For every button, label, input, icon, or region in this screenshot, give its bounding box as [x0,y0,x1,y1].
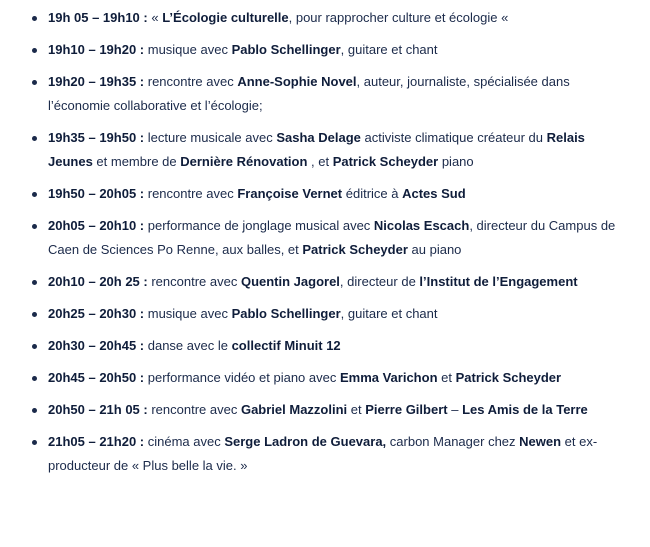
item-text: au piano [407,242,462,257]
time-slot: 19h20 – 19h35 : [48,74,145,89]
item-text: carbon Manager chez [386,434,520,449]
program-item [26,430,626,478]
item-text: lecture musicale avec [144,130,277,145]
program-item [26,398,626,422]
item-highlight: l’Institut de l’Engagement [419,274,578,289]
item-highlight: Nicolas Escach [373,218,470,233]
item-text: – [447,402,463,417]
program-item [26,126,626,174]
item-text: rencontre avec [144,186,238,201]
time-slot: 21h05 – 21h20 : [48,434,145,449]
item-highlight: L’Écologie culturelle [162,10,289,25]
program-item [26,302,626,326]
time-slot: 20h10 – 20h 25 : [48,274,148,289]
item-highlight: collectif Minuit 12 [231,338,341,353]
item-text: et membre de [92,154,181,169]
time-slot: 20h30 – 20h45 : [48,338,145,353]
item-highlight: Anne-Sophie Novel [237,74,357,89]
item-highlight: Sasha Delage [276,130,361,145]
item-highlight: Actes Sud [402,186,466,201]
item-text: rencontre avec [147,274,241,289]
time-slot: 20h25 – 20h30 : [48,306,145,321]
item-text: , et [307,154,333,169]
item-text: et [437,370,456,385]
item-text: et [347,402,366,417]
item-highlight: Pablo Schellinger [231,306,341,321]
item-highlight: Emma Varichon [339,370,438,385]
program-item [26,70,626,118]
item-highlight: Newen [519,434,562,449]
time-slot: 19h 05 – 19h10 : [48,10,148,25]
item-text: activiste climatique créateur du [360,130,547,145]
time-slot: 19h50 – 20h05 : [48,186,145,201]
item-highlight: Les Amis de la Terre [462,402,588,417]
item-text: danse avec le [144,338,232,353]
item-text: , directeur du Campus de Caen de Sciences Po Renne, aux balles, et [48,218,616,257]
item-text: , directeur de [339,274,420,289]
program-item [26,214,626,262]
item-text: piano [438,154,474,169]
item-text: éditrice à [342,186,403,201]
time-slot: 20h50 – 21h 05 : [48,402,148,417]
program-item [26,334,626,358]
item-highlight: Patrick Scheyder [455,370,562,385]
item-highlight: Pierre Gilbert [365,402,448,417]
item-text: et ex-producteur de « Plus belle la vie. » [48,434,598,473]
item-highlight: Relais Jeunes [48,130,585,169]
item-text: cinéma avec [144,434,225,449]
time-slot: 19h10 – 19h20 : [48,42,145,57]
item-highlight: Pablo Schellinger [231,42,341,57]
program-item [26,366,626,390]
time-slot: 20h05 – 20h10 : [48,218,145,233]
item-text: rencontre avec [147,402,241,417]
item-highlight: Gabriel Mazzolini [240,402,348,417]
time-slot: 19h35 – 19h50 : [48,130,145,145]
item-highlight: Françoise Vernet [237,186,343,201]
item-text: musique avec [144,42,232,57]
time-slot: 20h45 – 20h50 : [48,370,145,385]
item-highlight: Patrick Scheyder [302,242,408,257]
item-text: « [147,10,163,25]
program-list [26,6,626,486]
item-text: performance de jonglage musical avec [144,218,374,233]
item-highlight: Quentin Jagorel [240,274,340,289]
item-text: performance vidéo et piano avec [144,370,340,385]
program-item [26,6,626,30]
item-text: , pour rapprocher culture et écologie « [288,10,509,25]
item-text: , auteur, journaliste, spécialisée dans l’économie collaborative et l’écologie; [48,74,570,113]
item-text: rencontre avec [144,74,238,89]
item-highlight: Patrick Scheyder [332,154,439,169]
item-text: , guitare et chant [340,42,438,57]
item-text: , guitare et chant [340,306,438,321]
item-text: musique avec [144,306,232,321]
item-highlight: Dernière Rénovation [180,154,308,169]
program-item [26,270,626,294]
item-highlight: Serge Ladron de Guevara, [224,434,387,449]
program-item [26,38,626,62]
program-item [26,182,626,206]
